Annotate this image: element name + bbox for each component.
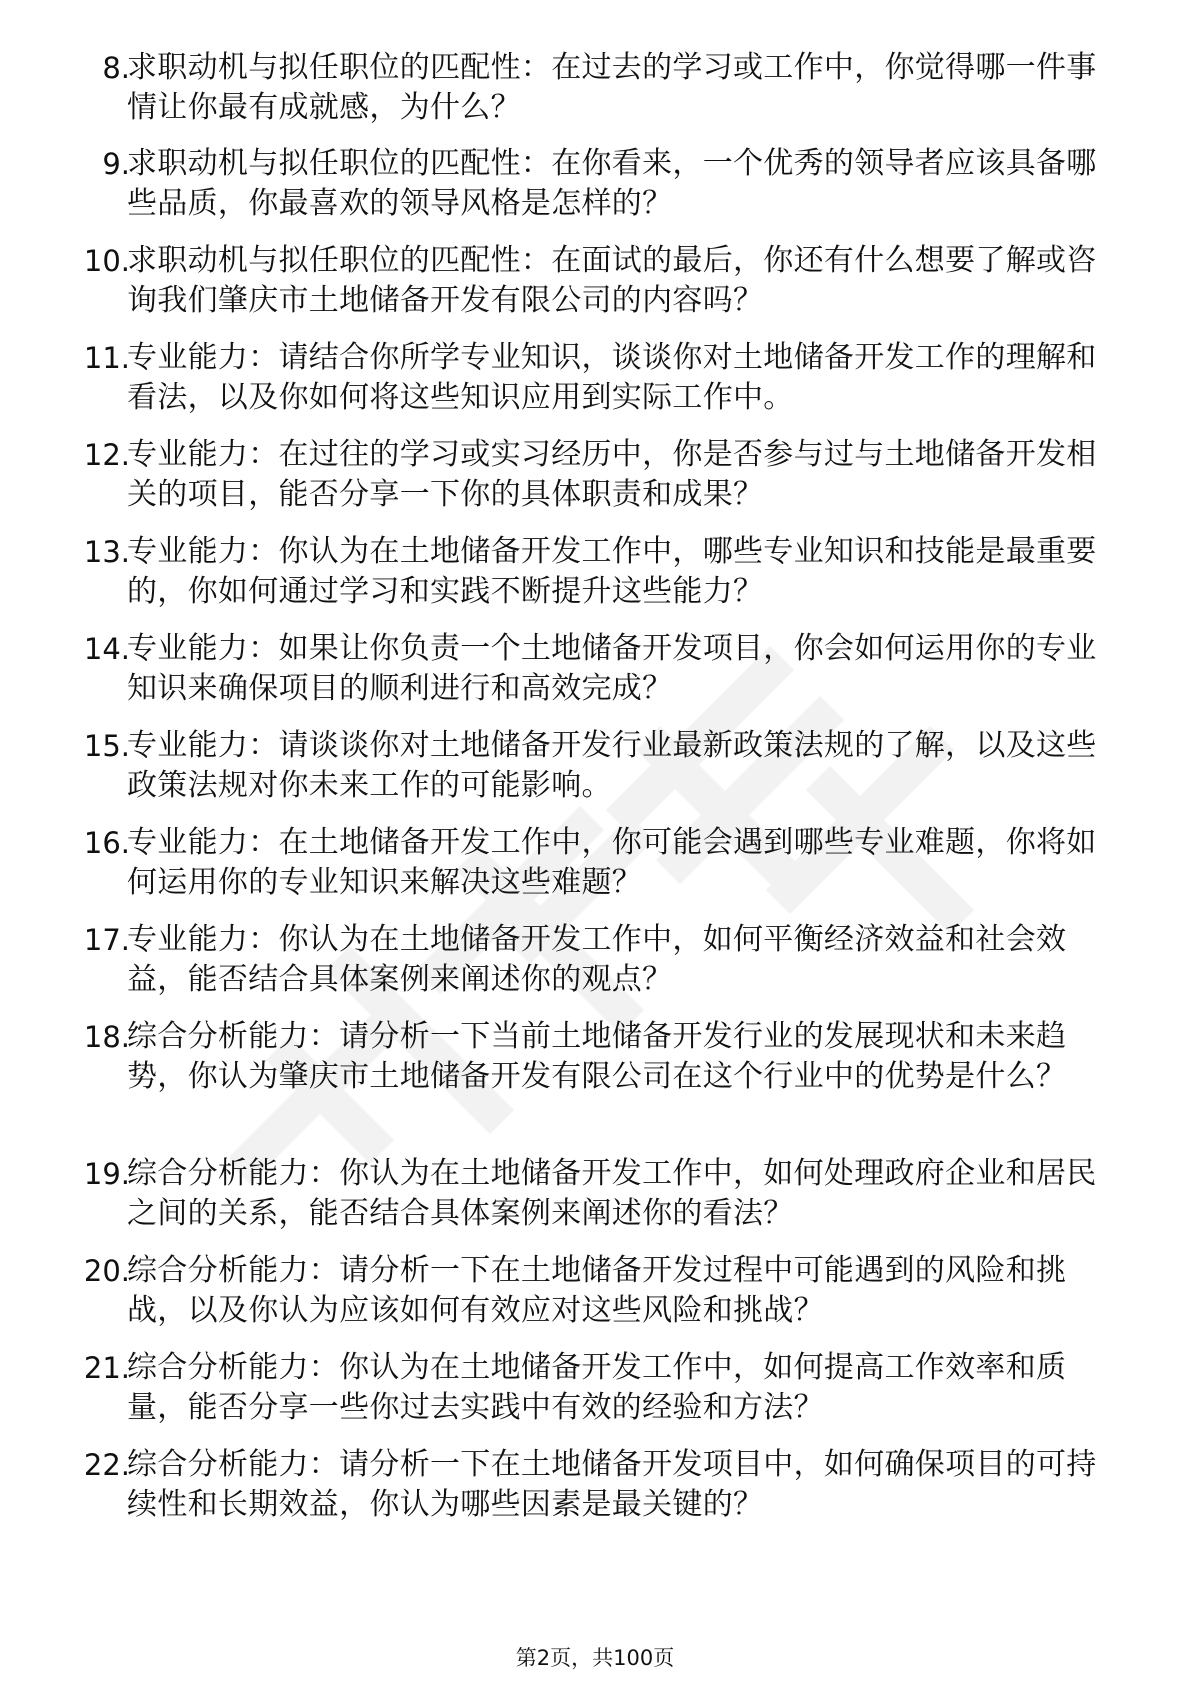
question-text: 专业能力：你认为在土地储备开发工作中，哪些专业知识和技能是最重要的，你如何通过学习和实践不断提升这些能力？ [127, 534, 1097, 609]
question-text: 求职动机与拟任职位的匹配性：在面试的最后，你还有什么想要了解或咨询我们肇庆市土地储备开发有限公司的内容吗？ [127, 243, 1097, 318]
question-text: 综合分析能力：请分析一下在土地储备开发项目中，如何确保项目的可持续性和长期效益，你认为哪些因素是最关键的？ [127, 1447, 1097, 1522]
question-number: 17. [83, 923, 130, 957]
list-item [0, 532, 1190, 629]
question-number: 11. [83, 341, 130, 375]
question-number: 10. [83, 244, 130, 278]
list-item [0, 629, 1190, 726]
list-item [0, 48, 1190, 144]
question-text: 综合分析能力：请分析一下当前土地储备开发行业的发展现状和未来趋势，你认为肇庆市土地储备开发有限公司在这个行业中的优势是什么？ [127, 1019, 1067, 1094]
list-item [0, 1445, 1190, 1542]
question-text: 专业能力：在过往的学习或实习经历中，你是否参与过与土地储备开发相关的项目，能否分享一下你的具体职责和成果？ [127, 437, 1097, 512]
list-item [0, 726, 1190, 823]
list-item [0, 920, 1190, 1017]
question-number: 21. [83, 1351, 130, 1385]
question-number: 15. [83, 729, 130, 763]
question-number: 18. [83, 1020, 130, 1054]
list-item [0, 823, 1190, 920]
list-item [0, 338, 1190, 435]
question-text: 综合分析能力：请分析一下在土地储备开发过程中可能遇到的风险和挑战，以及你认为应该如何有效应对这些风险和挑战？ [127, 1253, 1067, 1328]
list-item [0, 1154, 1190, 1251]
list-item [0, 435, 1190, 532]
question-text: 综合分析能力：你认为在土地储备开发工作中，如何处理政府企业和居民之间的关系，能否结合具体案例来阐述你的看法？ [127, 1156, 1097, 1231]
question-number: 22. [83, 1448, 130, 1482]
page-number-footer: 第2页，共100页 [515, 1646, 675, 1670]
question-text: 求职动机与拟任职位的匹配性：在过去的学习或工作中，你觉得哪一件事情让你最有成就感，为什么？ [127, 50, 1097, 125]
question-text: 专业能力：如果让你负责一个土地储备开发项目，你会如何运用你的专业知识来确保项目的顺利进行和高效完成？ [127, 631, 1097, 706]
list-item [0, 1017, 1190, 1154]
list-item [0, 1251, 1190, 1348]
question-number: 16. [83, 826, 130, 860]
question-text: 求职动机与拟任职位的匹配性：在你看来，一个优秀的领导者应该具备哪些品质，你最喜欢的领导风格是怎样的？ [127, 146, 1097, 221]
list-item [0, 144, 1190, 241]
question-text: 专业能力：你认为在土地储备开发工作中，如何平衡经济效益和社会效益，能否结合具体案例来阐述你的观点？ [127, 922, 1067, 997]
question-number: 19. [83, 1157, 130, 1191]
question-text: 专业能力：在土地储备开发工作中，你可能会遇到哪些专业难题，你将如何运用你的专业知识来解决这些难题？ [127, 825, 1097, 900]
question-number: 12. [83, 438, 130, 472]
question-text: 专业能力：请谈谈你对土地储备开发行业最新政策法规的了解，以及这些政策法规对你未来工作的可能影响。 [127, 728, 1097, 803]
question-list [0, 48, 1190, 1542]
question-text: 专业能力：请结合你所学专业知识，谈谈你对土地储备开发工作的理解和看法，以及你如何将这些知识应用到实际工作中。 [127, 340, 1097, 415]
list-item [0, 1348, 1190, 1445]
question-number: 14. [83, 632, 130, 666]
question-text: 综合分析能力：你认为在土地储备开发工作中，如何提高工作效率和质量，能否分享一些你过去实践中有效的经验和方法？ [127, 1350, 1067, 1425]
question-number: 8. [102, 51, 130, 85]
question-number: 20. [83, 1254, 130, 1288]
list-item [0, 241, 1190, 338]
question-number: 13. [83, 535, 130, 569]
question-number: 9. [102, 147, 130, 181]
